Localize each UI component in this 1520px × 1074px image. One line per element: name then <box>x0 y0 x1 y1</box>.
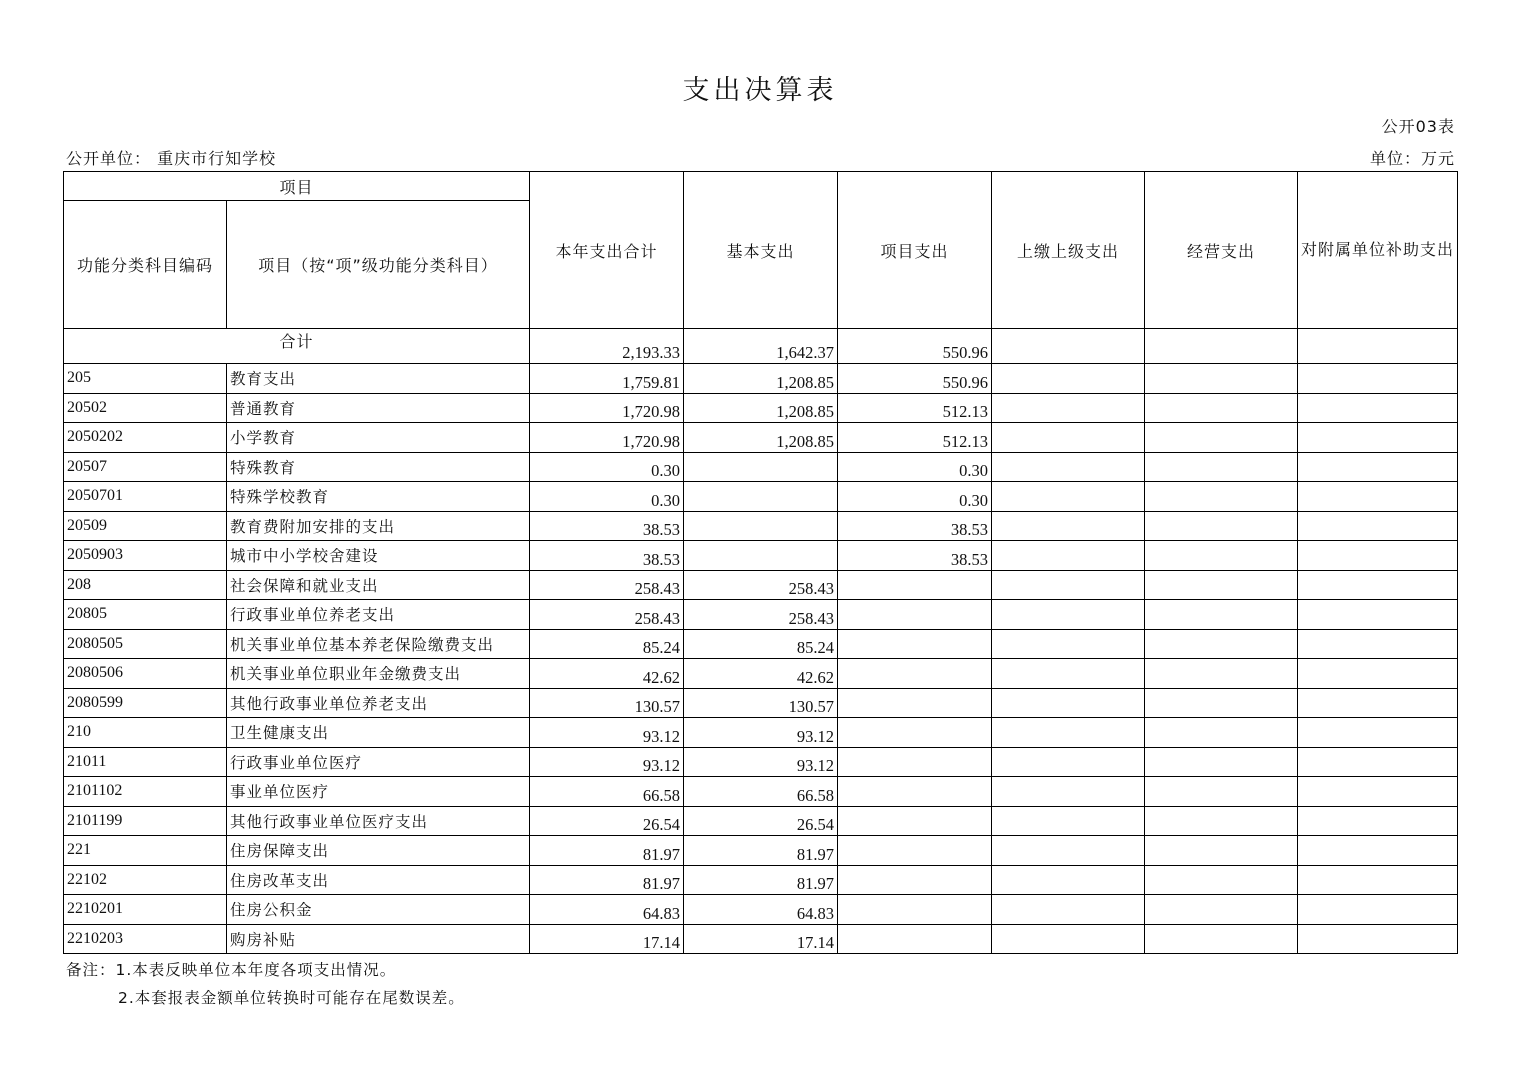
row-business <box>1145 393 1298 423</box>
row-basic <box>684 452 838 482</box>
row-code: 20507 <box>64 452 227 482</box>
row-code: 208 <box>64 570 227 600</box>
row-project: 550.96 <box>838 364 992 394</box>
row-basic: 130.57 <box>684 688 838 718</box>
row-basic: 93.12 <box>684 747 838 777</box>
row-code: 2101102 <box>64 777 227 807</box>
currency-unit: 单位：万元 <box>1369 149 1455 168</box>
row-project <box>838 895 992 925</box>
row-upper <box>992 482 1145 512</box>
row-upper <box>992 688 1145 718</box>
row-basic: 1,208.85 <box>684 423 838 453</box>
row-project: 38.53 <box>838 511 992 541</box>
row-code: 2210203 <box>64 924 227 954</box>
row-project <box>838 688 992 718</box>
row-name: 行政事业单位医疗 <box>227 747 530 777</box>
table-row <box>64 836 1458 866</box>
row-subsidy <box>1298 806 1458 836</box>
total-cell-project: 550.96 <box>838 329 992 364</box>
row-subsidy <box>1298 511 1458 541</box>
row-basic: 81.97 <box>684 865 838 895</box>
row-upper <box>992 747 1145 777</box>
row-basic: 258.43 <box>684 600 838 630</box>
row-total: 93.12 <box>530 718 684 748</box>
table-row <box>64 423 1458 453</box>
row-subsidy <box>1298 865 1458 895</box>
table-row <box>64 541 1458 571</box>
row-code: 2050202 <box>64 423 227 453</box>
row-code: 2080505 <box>64 629 227 659</box>
row-name: 机关事业单位职业年金缴费支出 <box>227 659 530 689</box>
row-basic: 66.58 <box>684 777 838 807</box>
row-project <box>838 659 992 689</box>
note-2: 2.本套报表金额单位转换时可能存在尾数误差。 <box>118 989 465 1007</box>
table-row <box>64 482 1458 512</box>
row-project <box>838 924 992 954</box>
header-upper: 上缴上级支出 <box>992 172 1145 329</box>
row-upper <box>992 924 1145 954</box>
page-title: 支出决算表 <box>682 75 838 106</box>
row-total: 42.62 <box>530 659 684 689</box>
row-name: 社会保障和就业支出 <box>227 570 530 600</box>
row-total: 258.43 <box>530 570 684 600</box>
row-project: 0.30 <box>838 482 992 512</box>
header-code: 功能分类科目编码 <box>64 201 227 329</box>
row-name: 其他行政事业单位养老支出 <box>227 688 530 718</box>
row-name: 普通教育 <box>227 393 530 423</box>
row-basic <box>684 541 838 571</box>
row-subsidy <box>1298 718 1458 748</box>
table-row <box>64 659 1458 689</box>
row-code: 2050701 <box>64 482 227 512</box>
table-row <box>64 600 1458 630</box>
row-basic: 17.14 <box>684 924 838 954</box>
row-code: 2050903 <box>64 541 227 571</box>
row-subsidy <box>1298 393 1458 423</box>
row-name: 住房保障支出 <box>227 836 530 866</box>
row-business <box>1145 511 1298 541</box>
header-business: 经营支出 <box>1145 172 1298 329</box>
row-code: 221 <box>64 836 227 866</box>
row-business <box>1145 600 1298 630</box>
row-project <box>838 747 992 777</box>
row-total: 81.97 <box>530 865 684 895</box>
row-total: 1,720.98 <box>530 393 684 423</box>
row-code: 205 <box>64 364 227 394</box>
row-name: 小学教育 <box>227 423 530 453</box>
row-business <box>1145 452 1298 482</box>
row-name: 购房补贴 <box>227 924 530 954</box>
table-row <box>64 452 1458 482</box>
table-row <box>64 924 1458 954</box>
row-basic: 1,208.85 <box>684 364 838 394</box>
table-row <box>64 865 1458 895</box>
row-name: 教育支出 <box>227 364 530 394</box>
notes <box>66 956 465 1012</box>
header-project: 项目支出 <box>838 172 992 329</box>
row-code: 20805 <box>64 600 227 630</box>
row-basic: 42.62 <box>684 659 838 689</box>
row-project <box>838 777 992 807</box>
row-upper <box>992 541 1145 571</box>
row-business <box>1145 570 1298 600</box>
row-business <box>1145 423 1298 453</box>
row-total: 64.83 <box>530 895 684 925</box>
table-row <box>64 364 1458 394</box>
row-total: 0.30 <box>530 482 684 512</box>
row-business <box>1145 836 1298 866</box>
row-code: 22102 <box>64 865 227 895</box>
row-subsidy <box>1298 570 1458 600</box>
unit-line <box>66 146 1455 166</box>
header-total: 本年支出合计 <box>530 172 684 329</box>
row-upper <box>992 629 1145 659</box>
row-name: 特殊学校教育 <box>227 482 530 512</box>
row-total: 81.97 <box>530 836 684 866</box>
row-upper <box>992 865 1145 895</box>
row-subsidy <box>1298 836 1458 866</box>
row-total: 0.30 <box>530 452 684 482</box>
row-subsidy <box>1298 777 1458 807</box>
row-project <box>838 836 992 866</box>
row-upper <box>992 364 1145 394</box>
row-project: 512.13 <box>838 423 992 453</box>
row-basic: 1,208.85 <box>684 393 838 423</box>
row-name: 机关事业单位基本养老保险缴费支出 <box>227 629 530 659</box>
row-upper <box>992 600 1145 630</box>
row-name: 教育费附加安排的支出 <box>227 511 530 541</box>
row-business <box>1145 541 1298 571</box>
row-subsidy <box>1298 541 1458 571</box>
table-row <box>64 570 1458 600</box>
row-business <box>1145 629 1298 659</box>
table-row <box>64 747 1458 777</box>
row-code: 2101199 <box>64 806 227 836</box>
row-subsidy <box>1298 924 1458 954</box>
row-subsidy <box>1298 895 1458 925</box>
row-business <box>1145 895 1298 925</box>
row-total: 85.24 <box>530 629 684 659</box>
row-code: 2210201 <box>64 895 227 925</box>
row-name: 卫生健康支出 <box>227 718 530 748</box>
form-number: 公开03表 <box>1381 117 1455 136</box>
row-name: 住房改革支出 <box>227 865 530 895</box>
total-cell-upper <box>992 329 1145 364</box>
row-business <box>1145 688 1298 718</box>
row-subsidy <box>1298 482 1458 512</box>
row-subsidy <box>1298 423 1458 453</box>
row-project <box>838 629 992 659</box>
row-upper <box>992 452 1145 482</box>
header-basic: 基本支出 <box>684 172 838 329</box>
row-upper <box>992 806 1145 836</box>
row-total: 1,720.98 <box>530 423 684 453</box>
table-row <box>64 718 1458 748</box>
row-code: 20509 <box>64 511 227 541</box>
row-upper <box>992 836 1145 866</box>
row-project: 512.13 <box>838 393 992 423</box>
row-business <box>1145 364 1298 394</box>
row-subsidy <box>1298 364 1458 394</box>
row-business <box>1145 659 1298 689</box>
row-upper <box>992 393 1145 423</box>
row-business <box>1145 924 1298 954</box>
row-subsidy <box>1298 747 1458 777</box>
row-subsidy <box>1298 452 1458 482</box>
row-total: 17.14 <box>530 924 684 954</box>
row-business <box>1145 747 1298 777</box>
row-code: 21011 <box>64 747 227 777</box>
row-total: 38.53 <box>530 511 684 541</box>
row-total: 26.54 <box>530 806 684 836</box>
row-subsidy <box>1298 629 1458 659</box>
row-basic: 85.24 <box>684 629 838 659</box>
table-row <box>64 777 1458 807</box>
row-project <box>838 600 992 630</box>
header-subsidy: 对附属单位补助支出 <box>1298 172 1458 329</box>
row-upper <box>992 718 1145 748</box>
row-upper <box>992 423 1145 453</box>
table-row <box>64 393 1458 423</box>
row-business <box>1145 865 1298 895</box>
reporting-unit: 公开单位： 重庆市行知学校 <box>66 149 277 168</box>
note-1: 备注：1.本表反映单位本年度各项支出情况。 <box>66 961 397 979</box>
row-upper <box>992 777 1145 807</box>
total-row <box>64 329 1458 364</box>
row-total: 130.57 <box>530 688 684 718</box>
row-subsidy <box>1298 688 1458 718</box>
header-project-name: 项目（按“项”级功能分类科目） <box>227 201 530 329</box>
row-name: 特殊教育 <box>227 452 530 482</box>
row-project: 0.30 <box>838 452 992 482</box>
row-basic: 258.43 <box>684 570 838 600</box>
row-name: 事业单位医疗 <box>227 777 530 807</box>
row-name: 住房公积金 <box>227 895 530 925</box>
row-project: 38.53 <box>838 541 992 571</box>
row-code: 2080506 <box>64 659 227 689</box>
row-upper <box>992 511 1145 541</box>
row-basic: 64.83 <box>684 895 838 925</box>
row-subsidy <box>1298 600 1458 630</box>
table-row <box>64 895 1458 925</box>
row-business <box>1145 482 1298 512</box>
table-row <box>64 688 1458 718</box>
total-cell-total: 2,193.33 <box>530 329 684 364</box>
row-project <box>838 865 992 895</box>
row-upper <box>992 895 1145 925</box>
row-subsidy <box>1298 659 1458 689</box>
row-total: 93.12 <box>530 747 684 777</box>
row-name: 其他行政事业单位医疗支出 <box>227 806 530 836</box>
total-label: 合计 <box>64 329 530 364</box>
header-project-group: 项目 <box>64 172 530 201</box>
row-business <box>1145 718 1298 748</box>
row-code: 210 <box>64 718 227 748</box>
row-project <box>838 570 992 600</box>
row-basic: 81.97 <box>684 836 838 866</box>
row-basic: 26.54 <box>684 806 838 836</box>
row-project <box>838 718 992 748</box>
total-cell-subsidy <box>1298 329 1458 364</box>
row-business <box>1145 777 1298 807</box>
row-total: 66.58 <box>530 777 684 807</box>
table-row <box>64 629 1458 659</box>
row-name: 行政事业单位养老支出 <box>227 600 530 630</box>
row-total: 1,759.81 <box>530 364 684 394</box>
total-cell-business <box>1145 329 1298 364</box>
row-upper <box>992 570 1145 600</box>
row-total: 38.53 <box>530 541 684 571</box>
row-basic: 93.12 <box>684 718 838 748</box>
table-row <box>64 806 1458 836</box>
row-name: 城市中小学校舍建设 <box>227 541 530 571</box>
row-business <box>1145 806 1298 836</box>
row-basic <box>684 482 838 512</box>
row-project <box>838 806 992 836</box>
row-basic <box>684 511 838 541</box>
table-row <box>64 511 1458 541</box>
total-cell-basic: 1,642.37 <box>684 329 838 364</box>
row-code: 20502 <box>64 393 227 423</box>
expenditure-table <box>63 171 1458 954</box>
row-upper <box>992 659 1145 689</box>
row-total: 258.43 <box>530 600 684 630</box>
row-code: 2080599 <box>64 688 227 718</box>
